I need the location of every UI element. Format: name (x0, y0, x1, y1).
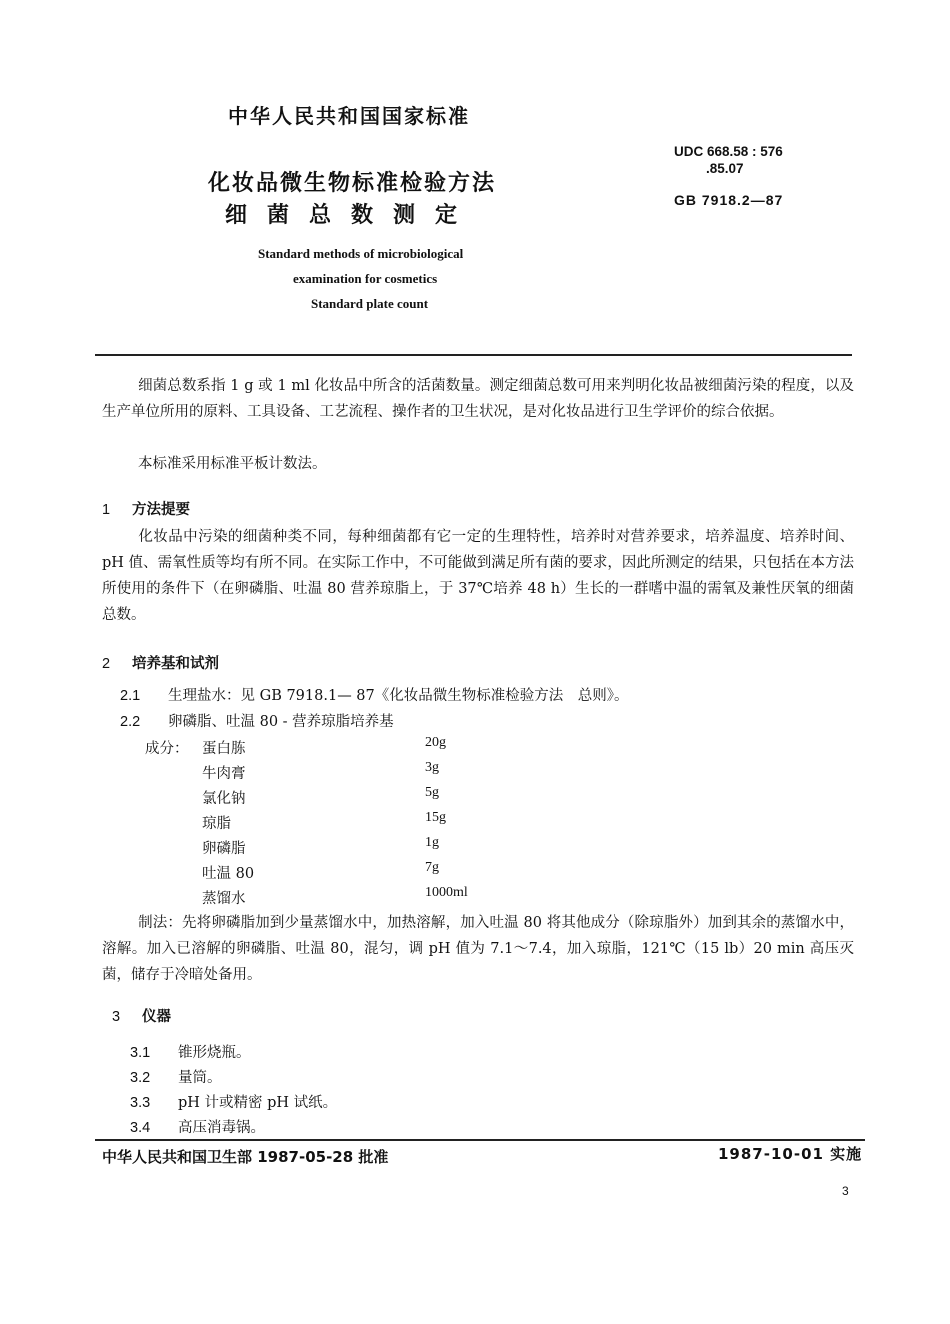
ingredient-amount: 1g (425, 835, 439, 850)
ingredient-amount: 20g (425, 735, 446, 750)
document-title: 化妆品微生物标准检验方法 (208, 171, 497, 196)
approval-statement: 中华人民共和国卫生部 1987-05-28 批准 (102, 1148, 389, 1166)
national-standard-heading: 中华人民共和国国家标准 (228, 104, 470, 128)
header-divider (95, 354, 852, 356)
preparation-method-paragraph: 制法：先将卵磷脂加到少量蒸馏水中，加热溶解，加入吐温 80 将其他成分（除琼脂外）加到其余的蒸馏水中，溶解。加入已溶解的卵磷脂、吐温 80，混匀，调 pH 值为 7.1～7.4，加入琼脂，121℃（15 lb）20 min 高压灭菌，储存于冷暗处备用。 (102, 915, 854, 983)
item-3-2: 3.2 量筒。 (130, 1070, 222, 1086)
udc-code: UDC 668.58 : 576 (674, 144, 783, 159)
ingredient-amount: 1000ml (425, 885, 468, 900)
section-2-heading: 2 培养基和试剂 (102, 656, 219, 672)
ingredient-name: 蛋白胨 (202, 741, 246, 757)
item-2-1: 2.1 生理盐水：见 GB 7918.1— 87《化妆品微生物标准检验方法 总则》。 (120, 688, 629, 704)
ingredient-name: 蒸馏水 (202, 891, 246, 907)
section-1-heading: 1 方法提要 (102, 502, 190, 518)
intro-paragraph: 细菌总数系指 1 g 或 1 ml 化妆品中所含的活菌数量。测定细菌总数可用来判明化妆品被细菌污染的程度，以及生产单位所用的原料、工具设备、工艺流程、操作者的卫生状况，是对化妆品进行卫生学评价的综合依据。 (102, 378, 854, 420)
page-number: 3 (842, 1184, 849, 1198)
footer-divider (95, 1139, 865, 1141)
section-1-paragraph: 化妆品中污染的细菌种类不同，每种细菌都有它一定的生理特性，培养时对营养要求，培养温度、培养时间、pH 值、需氧性质等均有所不同。在实际工作中，不可能做到满足所有菌的要求，因此所测定的结果，只包括在本方法所使用的条件下（在卵磷脂、吐温 80 营养琼脂上，于 37℃培养 48 h）生长的一群嗜中温的需氧及兼性厌氧的细菌总数。 (102, 529, 854, 623)
udc-code-continued: .85.07 (706, 161, 744, 176)
effective-date: 1987-10-01 实施 (718, 1145, 863, 1163)
ingredient-amount: 15g (425, 810, 446, 825)
gb-code: GB 7918.2—87 (674, 192, 784, 208)
english-title-line-3: Standard plate count (311, 296, 429, 311)
ingredient-name: 卵磷脂 (202, 841, 246, 857)
document-subtitle: 细菌总数测定 (225, 203, 478, 228)
english-title-line-1: Standard methods of microbiological (258, 246, 464, 261)
section-3-heading: 3 仪器 (112, 1009, 171, 1025)
ingredient-name: 吐温 80 (202, 866, 255, 882)
english-title-line-2: examination for cosmetics (293, 271, 438, 286)
ingredient-name: 氯化钠 (202, 791, 246, 807)
item-3-3: 3.3 pH 计或精密 pH 试纸。 (130, 1095, 338, 1111)
ingredient-amount: 3g (425, 760, 439, 775)
ingredient-name: 牛肉膏 (202, 766, 246, 782)
ingredient-amount: 5g (425, 785, 439, 800)
ingredient-name: 琼脂 (202, 816, 231, 832)
ingredient-amount: 7g (425, 860, 439, 875)
item-3-4: 3.4 高压消毒锅。 (130, 1120, 265, 1136)
ingredients-label: 成分： (145, 741, 189, 757)
item-2-2: 2.2 卵磷脂、吐温 80 - 营养琼脂培养基 (120, 714, 394, 730)
intro-paragraph-2: 本标准采用标准平板计数法。 (138, 456, 327, 472)
item-3-1: 3.1 锥形烧瓶。 (130, 1045, 251, 1061)
